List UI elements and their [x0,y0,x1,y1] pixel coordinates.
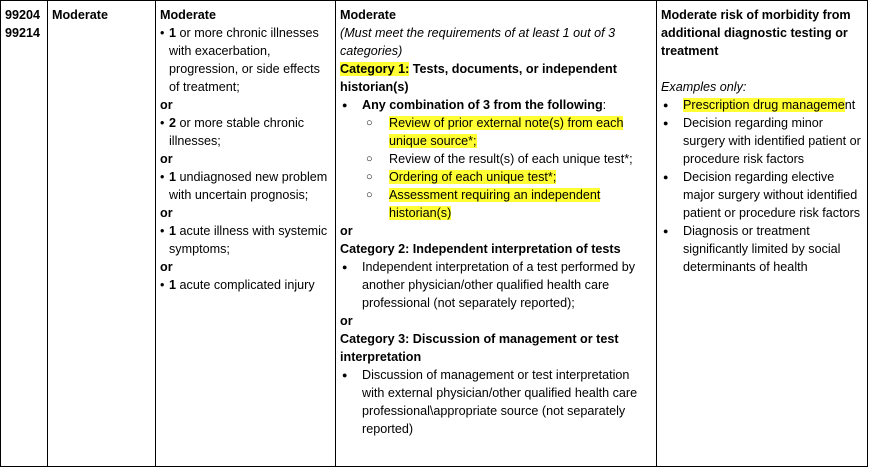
problems-heading: Moderate [160,8,216,22]
or-label: or [160,260,173,274]
sub-item [340,150,652,168]
sub-item-wrap [389,168,556,186]
sub-item-wrap [389,150,633,168]
problems-cell [156,1,336,467]
bullet-icon: • [160,26,165,40]
bullet-dot-icon: ● [663,118,669,128]
bullet-icon: • [160,224,165,238]
sub-item-text: Ordering of each unique test*; [389,170,557,184]
problem-desc: acute illness with systemic symptoms; [169,224,328,256]
bullet-icon: • [160,116,165,130]
problem-text [169,114,331,150]
risk-item-text: Decision regarding minor surgery with identified patient or procedure risk factors [683,116,861,166]
circle-bullet-icon: ○ [366,153,373,165]
risk-heading: Moderate risk of morbidity from additional diagnostic testing or treatment [661,8,851,58]
risk-cell [657,1,868,467]
problem-count: 1 [169,278,177,292]
data-cell [336,1,657,467]
table-row [1,1,868,467]
sub-item-text: Review of the result(s) of each unique test*; [389,152,633,166]
category-1-text: Tests, documents, or independent historian(s) [340,62,617,94]
sub-item-wrap [389,114,652,150]
problem-item [160,276,331,294]
risk-item-text: Diagnosis or treatment significantly limited by social determinants of health [683,224,841,274]
cpt-code: 99204 [5,8,41,22]
bullet-dot-icon: ● [342,370,348,380]
mdm-level: Moderate [52,8,108,22]
problem-desc: or more chronic illnesses with exacerbation, progression, or side effects of treatment; [169,26,320,94]
category-1-heading [340,60,652,96]
bullet-dot-icon: ● [663,100,669,110]
data-note: (Must meet the requirements of at least 1 out of 3 categories) [340,26,616,58]
cpt-code: 99214 [5,26,41,40]
problem-text [169,24,331,96]
problem-count: 1 [169,170,177,184]
circle-bullet-icon: ○ [366,171,373,183]
combo-colon: : [602,98,607,112]
sub-item-text: Review of prior external note(s) from each unique source*; [389,116,624,148]
problem-desc: acute complicated injury [176,278,315,292]
sub-item [340,186,652,222]
category-2-heading: Category 2: Independent interpretation of tests [340,242,621,256]
bullet-dot-icon: ● [663,226,669,236]
examples-label: Examples only: [661,80,747,94]
combo-label: Any combination of 3 from the following [362,98,603,112]
bullet-icon: • [160,278,165,292]
problem-item [160,168,331,204]
risk-item [661,114,863,168]
sub-item-wrap [389,186,652,222]
problem-item [160,114,331,150]
risk-item-highlight: Prescription drug manageme [683,98,845,112]
sub-item [340,168,652,186]
problem-text [169,276,315,294]
problems-list [160,24,331,294]
problem-text [169,222,331,258]
category-3-heading: Category 3: Discussion of management or test interpretation [340,332,619,364]
sub-item-text: Assessment requiring an independent historian(s) [389,188,601,220]
problem-desc: undiagnosed new problem with uncertain prognosis; [169,170,328,202]
or-label: or [160,152,173,166]
mdm-level-cell [48,1,156,467]
bullet-dot-icon: ● [663,172,669,182]
or-label: or [340,314,353,328]
risk-item [661,222,863,276]
risk-item-text: Decision regarding elective major surgery without identified patient or procedure risk factors [683,170,861,220]
data-heading: Moderate [340,8,396,22]
bullet-dot-icon: ● [342,100,348,110]
bullet-icon: • [160,170,165,184]
problem-count: 1 [169,224,177,238]
problem-count: 1 [169,26,177,40]
problem-text [169,168,331,204]
bullet-dot-icon: ● [342,262,348,272]
or-label: or [160,98,173,112]
risk-list [661,114,863,276]
circle-bullet-icon: ○ [366,117,373,129]
problem-item [160,24,331,96]
combo-text [362,96,606,114]
risk-item-first [683,96,855,114]
sub-item [340,114,652,150]
sub-list [340,114,652,222]
or-label: or [160,206,173,220]
problem-item [160,222,331,258]
or-label: or [340,224,353,238]
category-1-label: Category 1: [340,62,410,76]
cpt-codes-cell [1,1,48,467]
problem-desc: or more stable chronic illnesses; [169,116,305,148]
problem-count: 2 [169,116,177,130]
category-3-item: Discussion of management or test interpretation with external physician/other qualified health care professional\appropriate source (not separately reported) [362,368,638,436]
risk-item [661,168,863,222]
circle-bullet-icon: ○ [366,189,373,201]
category-2-item: Independent interpretation of a test performed by another physician/other qualified health care professional (not separately reported); [362,260,636,310]
risk-item-rest: nt [844,98,856,112]
